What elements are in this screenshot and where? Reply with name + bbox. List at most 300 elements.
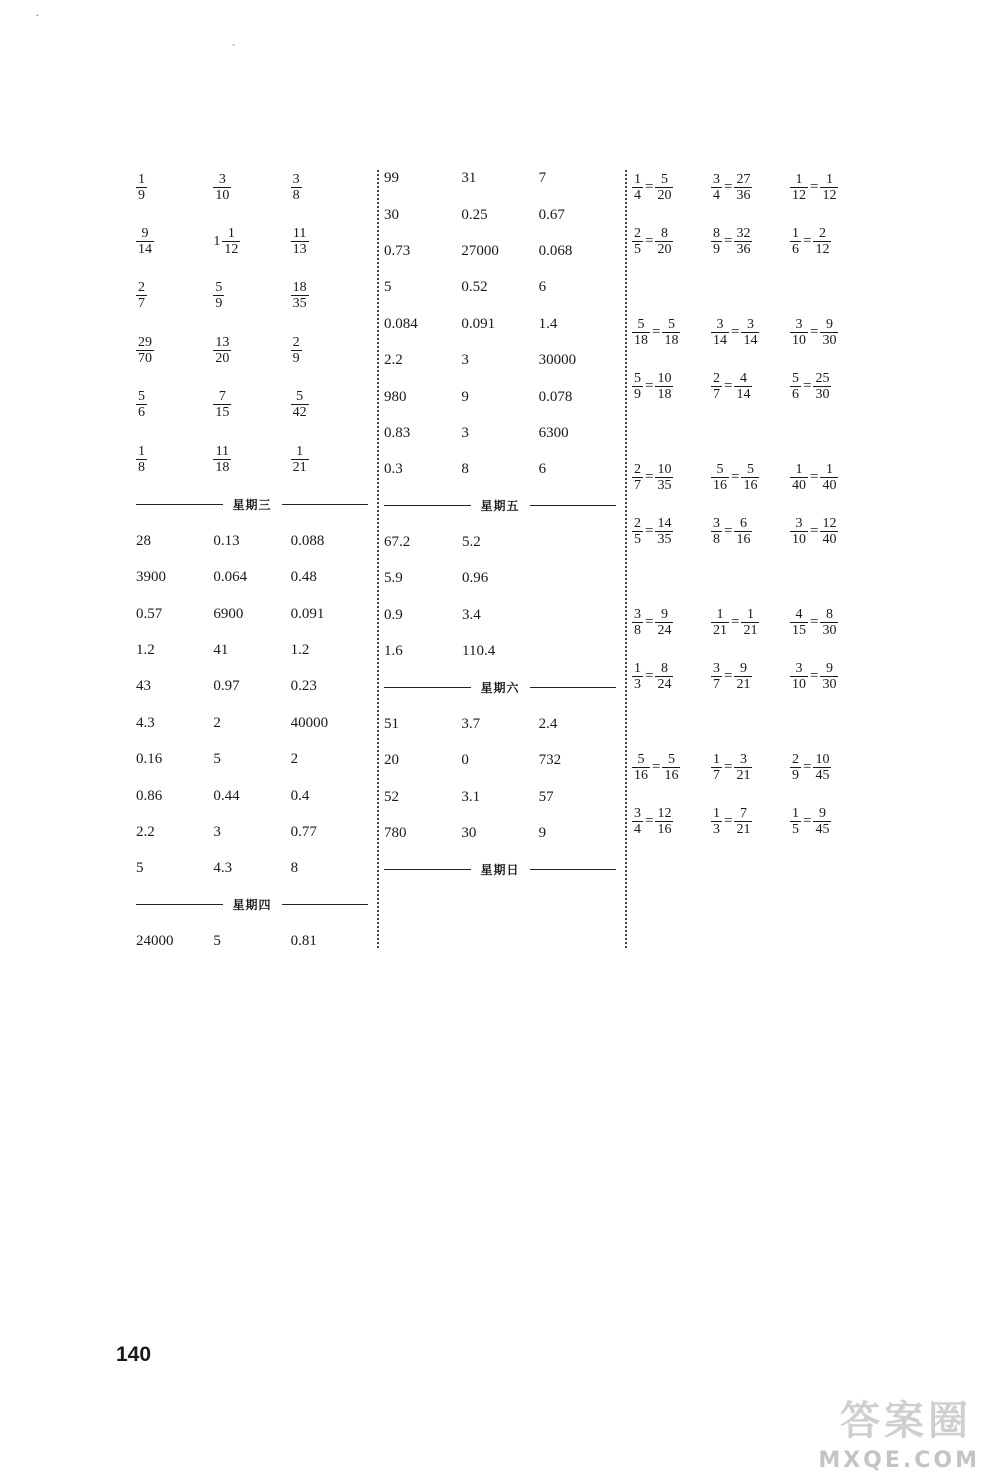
numerator: 1 [296,443,304,459]
fraction [741,607,759,638]
numerator: 3 [713,171,720,187]
answer-value: 0.96 [462,570,489,587]
numerator: 12 [822,515,837,531]
equals-sign: = [724,232,733,249]
answer-row [136,777,368,813]
fraction [790,752,801,783]
section-header-saturday [384,669,616,705]
answer-row [384,524,616,560]
fraction [711,752,722,783]
equals-sign: = [652,758,661,775]
numerator: 5 [746,461,754,477]
answer-column-1 [136,160,368,959]
fraction [632,462,643,493]
fraction [820,317,838,348]
denominator: 13 [292,242,307,258]
numerator: 32 [736,225,751,241]
fraction [790,661,808,692]
numerator: 11 [292,226,307,242]
denominator: 5 [634,531,641,547]
section-header-thursday [136,887,368,923]
denominator: 8 [713,531,720,547]
fraction [734,172,752,203]
answer-value: 8 [290,860,299,877]
fraction [711,172,722,203]
answer-value: 0.25 [461,206,488,223]
fraction [136,172,147,203]
answer-value: 5 [213,751,221,768]
fraction [711,661,722,692]
watermark-text: 答案圈 [840,1398,972,1444]
numerator: 27 [736,171,751,187]
denominator: 21 [743,622,758,638]
numerator: 1 [713,805,720,821]
denominator: 14 [743,332,758,348]
denominator: 20 [215,350,230,366]
fraction [632,226,643,257]
answer-value: 0.091 [461,315,496,332]
denominator: 14 [736,386,751,402]
numerator: 5 [667,751,675,767]
answer-value: 3.4 [462,606,481,623]
answer-value: 30000 [538,352,577,369]
answer-value: 4.3 [136,714,155,731]
section-header-sunday [384,851,616,887]
fraction [734,752,752,783]
numerator: 3 [716,316,724,332]
numerator: 3 [713,515,720,531]
fraction-row [136,269,368,323]
answer-value: 0.16 [136,751,163,768]
numerator: 8 [660,660,668,676]
answer-value: 5.2 [462,534,481,551]
header-rule [530,687,617,688]
fraction [291,172,302,203]
watermark-url: MXQE.COM [818,1448,980,1473]
numerator: 4 [795,606,803,622]
answer-value: 51 [384,716,399,733]
fraction-answer [136,335,213,366]
answer-row [136,741,368,777]
numerator: 8 [713,225,720,241]
fraction-row [136,160,368,214]
equation [790,607,869,638]
friday-answers [384,524,616,670]
fraction [711,226,722,257]
answer-value: 30 [384,206,399,223]
denominator: 12 [815,241,830,257]
numerator: 1 [792,805,799,821]
denominator: 16 [634,767,648,783]
equals-sign: = [645,232,654,249]
equals-sign: = [731,468,740,485]
answer-value: 7 [538,170,547,187]
fraction [136,335,154,366]
fraction [655,371,673,402]
fraction [655,806,673,837]
answer-row [136,923,368,959]
group-gap [632,268,872,305]
fraction [655,607,673,638]
equation [790,462,869,493]
fraction [790,516,808,547]
answer-value: 0.52 [461,279,488,296]
denominator: 35 [657,531,672,547]
answer-value: 0.23 [290,678,317,695]
fraction-answer [213,226,290,257]
equation [632,752,711,783]
fraction [136,444,147,475]
answer-value: 1.6 [384,643,403,660]
equation [711,371,790,402]
numerator: 3 [218,171,226,187]
fraction [711,371,722,402]
answer-value: 6 [538,279,547,296]
answer-value: 30 [461,825,477,842]
fraction [790,806,801,837]
answer-value: 0.81 [290,933,317,950]
numerator: 1 [716,606,724,622]
equation-row [632,740,872,794]
answer-row [136,705,368,741]
numerator: 1 [825,171,833,187]
equals-sign: = [803,232,812,249]
equation [632,661,711,692]
fraction [790,607,808,638]
numerator: 3 [713,660,720,676]
denominator: 35 [292,296,307,312]
answer-value: 0.83 [384,424,411,441]
fraction [734,371,752,402]
equation-row [632,305,872,359]
equals-sign: = [724,377,733,394]
numerator: 13 [215,334,230,350]
numerator: 5 [637,751,645,767]
numerator: 4 [739,370,747,386]
fraction [741,317,759,348]
answer-value: 57 [538,788,554,805]
fraction [820,661,838,692]
answer-row [384,779,616,815]
numerator: 2 [138,280,145,296]
header-rule [384,687,471,688]
denominator: 18 [657,386,672,402]
fraction [813,806,831,837]
denominator: 9 [292,350,300,366]
mixed-number [213,226,240,257]
fraction-answer [213,280,290,311]
denominator: 9 [792,767,799,783]
answer-value: 20 [384,752,399,769]
answer-value: 5 [384,279,392,296]
denominator: 21 [713,622,727,638]
numerator: 3 [746,316,754,332]
denominator: 9 [713,241,720,257]
fraction [711,462,729,493]
answer-row [384,342,616,378]
section-title: 星期日 [480,863,520,878]
equals-sign: = [810,522,819,539]
numerator: 1 [746,606,754,622]
fraction [813,752,831,783]
fraction [734,226,752,257]
answer-value: 1.2 [136,642,155,659]
equation [790,806,869,837]
numerator: 10 [657,461,672,477]
equals-sign: = [731,613,740,630]
whole-part: 1 [213,233,221,249]
equation [790,516,869,547]
numerator: 5 [660,171,668,187]
numerator: 3 [292,171,300,187]
fraction [632,607,643,638]
numerator: 2 [792,751,799,767]
equation-group [632,595,872,703]
fraction [662,317,680,348]
numerator: 1 [634,171,641,187]
denominator: 20 [657,187,672,203]
denominator: 3 [634,676,641,692]
answer-value: 52 [384,788,399,805]
answer-value: 40000 [290,714,329,731]
section-title: 星期四 [232,898,272,913]
fraction [711,607,729,638]
answer-value: 0.084 [384,315,418,332]
denominator: 35 [657,477,672,493]
answer-value: 43 [136,678,151,695]
fraction [734,806,752,837]
fraction-answer [291,226,368,257]
denominator: 7 [634,477,641,493]
fraction [136,389,147,420]
fraction [213,280,224,311]
denominator: 12 [224,242,239,258]
fraction [632,752,650,783]
answer-row [384,269,616,305]
fraction [291,389,309,420]
equation [632,317,711,348]
answer-value: 1.4 [538,315,558,332]
fraction [632,172,643,203]
fraction-answer [213,389,290,420]
answer-row [384,597,616,633]
fraction-answer [291,389,368,420]
fraction [734,516,752,547]
answer-value: 0.088 [290,532,325,549]
equation [790,752,869,783]
numerator: 5 [138,389,145,405]
answer-value: 0.73 [384,242,411,259]
equals-sign: = [645,468,654,485]
answer-row [384,633,616,669]
answer-row [384,706,616,742]
answer-value: 3 [461,352,469,369]
saturday-answers [384,706,616,852]
answer-value: 5.9 [384,570,403,587]
fraction [222,226,240,257]
answer-column-2 [384,160,616,888]
equals-sign: = [810,667,819,684]
equation [711,806,790,837]
section-header-wednesday [136,486,368,522]
section-title: 星期五 [480,499,520,514]
fraction [632,516,643,547]
answer-value: 3 [213,824,221,841]
denominator: 30 [822,622,837,638]
answer-value: 2.2 [384,352,403,369]
answer-row [136,596,368,632]
denominator: 14 [138,242,152,258]
equation-row [632,504,872,558]
fraction-answer [213,335,290,366]
numerator: 9 [660,606,668,622]
equation [632,516,711,547]
group-gap [632,413,872,450]
fraction-answer [136,226,213,257]
numerator: 3 [795,660,803,676]
answer-row [384,306,616,342]
answer-value: 3 [461,424,469,441]
equation-row [632,450,872,504]
fraction [291,444,309,475]
equation-group [632,160,872,268]
denominator: 4 [713,187,720,203]
fraction [711,317,729,348]
equation-row [632,214,872,268]
denominator: 6 [792,386,799,402]
answer-value: 110.4 [462,643,496,660]
answer-value: 41 [213,642,229,659]
equals-sign: = [724,667,733,684]
fraction-row [136,323,368,377]
denominator: 30 [822,332,837,348]
denominator: 7 [713,386,720,402]
equation-group [632,450,872,558]
numerator: 2 [713,370,720,386]
fraction-answer [136,444,213,475]
answer-value: 1.2 [290,642,310,659]
denominator: 21 [292,459,307,475]
denominator: 45 [815,767,830,783]
numerator: 5 [667,316,675,332]
equals-sign: = [810,468,819,485]
answer-row [384,451,616,487]
denominator: 4 [634,821,641,837]
denominator: 9 [634,386,641,402]
answer-value: 0.77 [290,824,317,841]
numerator: 5 [637,316,645,332]
fraction-row [136,378,368,432]
numerator: 7 [218,389,226,405]
equals-sign: = [645,178,654,195]
equation-group [632,305,872,413]
header-rule [136,904,223,905]
fraction-answer [213,172,290,203]
numerator: 1 [795,461,803,477]
answer-row [136,814,368,850]
denominator: 40 [822,477,837,493]
denominator: 6 [138,405,145,421]
fraction [813,226,831,257]
fraction-row [136,214,368,268]
equation [711,607,790,638]
equation [790,661,869,692]
numerator: 14 [657,515,672,531]
answer-value: 28 [136,532,151,549]
fraction-answer [136,280,213,311]
numerator: 6 [739,515,747,531]
denominator: 40 [822,531,837,547]
numerator: 12 [657,805,672,821]
numerator: 8 [660,225,668,241]
denominator: 10 [215,187,230,203]
denominator: 30 [815,386,830,402]
numerator: 5 [215,280,223,296]
equals-sign: = [810,323,819,340]
equation [711,462,790,493]
answer-value: 0.068 [538,242,573,259]
fraction [790,172,808,203]
denominator: 30 [822,676,837,692]
denominator: 8 [292,187,300,203]
fraction [741,462,759,493]
answer-value: 0.078 [538,388,573,405]
answer-value: 99 [384,170,399,187]
equation [632,607,711,638]
answer-value: 9 [538,825,547,842]
answer-value: 0 [461,752,469,769]
answer-value: 3.7 [461,716,481,733]
header-rule [384,869,471,870]
answer-value: 3900 [136,569,166,586]
numerator: 2 [292,334,300,350]
denominator: 18 [664,332,679,348]
denominator: 3 [713,821,720,837]
scan-mark: ` [232,44,236,55]
denominator: 36 [736,241,751,257]
numerator: 3 [795,316,803,332]
answer-value: 0.67 [538,206,565,223]
denominator: 10 [792,332,806,348]
numerator: 1 [713,751,720,767]
numerator: 3 [634,606,641,622]
fraction [632,371,643,402]
answer-row [136,559,368,595]
denominator: 16 [743,477,758,493]
group-gap [632,558,872,595]
fraction [655,661,673,692]
numerator: 2 [634,515,641,531]
denominator: 9 [215,296,223,312]
numerator: 25 [815,370,830,386]
equation [632,172,711,203]
denominator: 21 [736,676,751,692]
fraction [136,280,147,311]
answer-row [384,233,616,269]
fraction [213,389,231,420]
denominator: 5 [634,241,641,257]
answer-value: 6 [538,461,547,478]
equation-group [632,740,872,848]
equals-sign: = [731,323,740,340]
equals-sign: = [724,758,733,775]
answer-value: 6300 [538,424,569,441]
fraction-answer [136,389,213,420]
section-header-friday [384,488,616,524]
answer-value: 5 [213,933,221,950]
denominator: 7 [713,767,720,783]
answer-row [384,415,616,451]
